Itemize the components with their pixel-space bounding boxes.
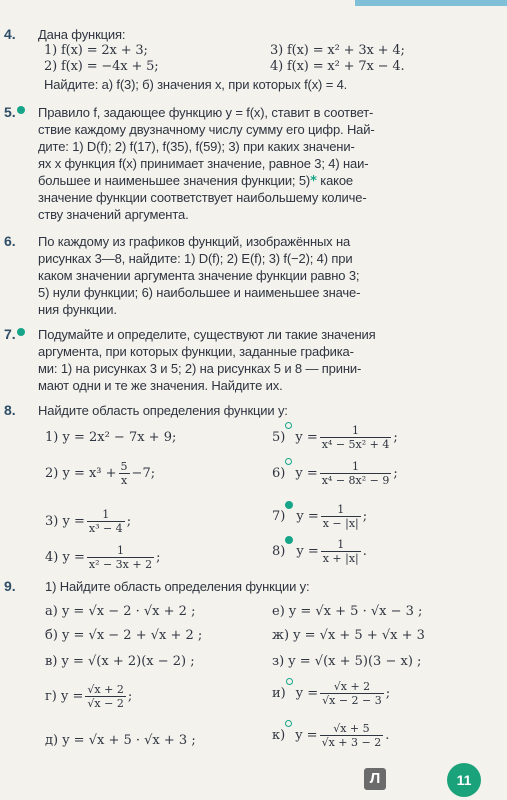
header-strip [355,0,507,6]
p6-line-4: 5) нули функции; 6) наибольшее и наименьшее значе- [38,285,361,300]
page-number-badge: 11 [447,763,481,797]
p6-line-5: ния функции. [38,302,117,317]
p8-title: Найдите область определения функции y: [38,403,288,418]
publisher-logo: Л [364,768,386,790]
p5-line-1: Правило f, задающее функцию y = f(x), ставит в соответ- [38,105,374,120]
p9-item-i: и) y = $\frac{√x + 2}{√x - 2 - 3}$ ; [272,680,391,707]
p8-item-1: 1) y = 2x² − 7x + 9; [45,430,177,445]
p8-item-3: 3) y = $\frac{1}{\text{x³ − 4}}$ ; [45,508,132,535]
p9-item-b: б) y = √x − 2 + √x + 2 ; [45,628,203,643]
p6-line-1: По каждому из графиков функций, изображённых на [38,234,351,249]
p7-line-1: Подумайте и определите, существуют ли такие значения [38,327,376,342]
optional-circle-icon [285,458,292,465]
problem-8-number: 8. [4,402,16,418]
p9-item-zh: ж) y = √x + 5 + √x + 3 [272,628,425,643]
problem-4-number: 4. [4,26,16,42]
difficulty-dot-icon [17,106,25,114]
p4-task: Найдите: а) f(3); б) значения x, при которых f(x) = 4. [44,77,348,92]
p9-item-k: к) y = $\frac{√x + 5}{√x + 3 - 2}$ . [272,722,390,749]
problem-4-title: Дана функция: [38,27,126,42]
optional-circle-icon [285,720,292,727]
problem-7-number: 7. [4,326,25,342]
difficulty-dot-icon [17,328,25,336]
difficulty-dot-icon [285,501,293,509]
asterisk-icon: * [310,174,317,189]
p5-line-6: значение функции соответствует наибольшему количе- [38,190,367,205]
p5-line-3: дите: 1) D(f); 2) f(17), f(35), f(59); 3) при каких значени- [38,139,355,154]
p4-function-2: 2) f(x) = −4x + 5; [44,59,159,74]
problem-5-number: 5. [4,104,25,120]
optional-circle-icon [286,678,293,685]
p8-item-5: 5) y = $\frac{1}{\text{x⁴ − 5x² + 4}}$ ; [272,424,398,451]
p8-item-2: 2) y = x³ + $\frac{5}{x}$ −7; [45,460,156,487]
p9-item-a: а) y = √x − 2 · √x + 2 ; [45,604,196,619]
p7-line-3: ми: 1) на рисунках 3 и 5; 2) на рисунках 5 и 8 — прини- [38,361,362,376]
optional-circle-icon [285,422,292,429]
p5-line-2: ствие каждому двузначному числу сумму его цифр. Най- [38,122,375,137]
p8-item-8: 8) y = $\frac{1}{x + |x|}$ . [272,538,367,565]
p6-line-2: рисунках 3—8, найдите: 1) D(f); 2) E(f); 3) f(−2); 4) при [38,251,353,266]
p7-line-4: мают одни и те же значения. Найдите их. [38,378,283,393]
p4-function-3: 3) f(x) = x² + 3x + 4; [270,43,405,58]
p8-item-4: 4) y = $\frac{1}{\text{x² − 3x + 2}}$ ; [45,544,161,571]
p7-line-2: аргумента, при которых функции, заданные графика- [38,344,354,359]
problem-9-number: 9. [4,578,16,594]
p9-item-g: г) y = $\frac{√x + 2}{√x - 2}$ ; [45,683,133,710]
p9-item-d: д) y = √x + 5 · √x + 3 ; [45,733,196,748]
p9-item-z: з) y = √(x + 5)(3 − x) ; [272,654,422,669]
difficulty-dot-icon [285,536,293,544]
p5-line-7: ству значений аргумента. [38,207,189,222]
p4-function-4: 4) f(x) = x² + 7x − 4. [270,59,405,74]
p6-line-3: каком значении аргумента значение функции равно 3; [38,268,360,283]
p9-item-v: в) y = √(x + 2)(x − 2) ; [45,654,195,669]
p4-function-1: 1) f(x) = 2x + 3; [44,43,148,58]
p5-line-5: большее и наименьшее значения функции; 5)* какое [38,173,353,189]
p8-item-6: 6) y = $\frac{1}{\text{x⁴ − 8x² − 9}}$ ; [272,460,398,487]
problem-6-number: 6. [4,233,16,249]
p9-item-e: е) y = √x + 5 · √x − 3 ; [272,604,423,619]
p9-title: 1) Найдите область определения функции y: [45,579,310,594]
p8-item-7: 7) y = $\frac{1}{x - |x|}$ ; [272,503,368,530]
p5-line-4: ях x функция f(x) принимает значение, равное 3; 4) наи- [38,156,369,171]
